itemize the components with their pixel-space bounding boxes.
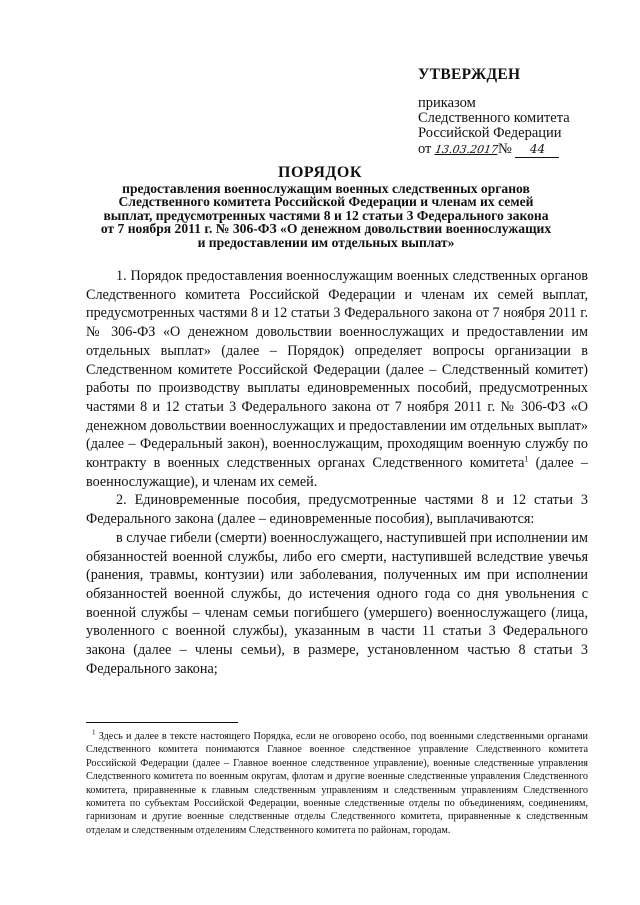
approval-heading: УТВЕРЖДЕН bbox=[418, 66, 521, 83]
footnote-text: Здесь и далее в тексте настоящего Порядка, если не оговорено особо, под военными следственными органами Следственного комитета понимаются Главное военное следственное управление Следственного комитета Российской Федерации (далее – Главное военное следственное управление), военные следственные управления Следственного комитета по военным округам, флотам и другие военные следственные управления Следственного комитета, приравненные к главным следственным управлениям и следственным управлениям Следственного комитета по субъектам Российской Федерации, военные следственные отделы по объединениям, соединениям, гарнизонам и другие военные следственные отделы Следственного комитета, приравненные к следственным отделам и следственным отделениям Следственного комитета по районам, городам. bbox=[86, 731, 588, 836]
approval-from-label: от bbox=[418, 141, 432, 157]
footnote bbox=[86, 730, 588, 837]
approval-line-order: приказом bbox=[418, 95, 476, 111]
paragraph-3: в случае гибели (смерти) военнослужащего, наступившей при исполнении им обязанностей военной службы, либо его смерти, наступившей вследствие увечья (ранения, травмы, контузии) или заболевания, полученных им при исполнении обязанностей военной службы, до истечения одного года со дня увольнения с военной службы – членам семьи погибшего (умершего) военнослужащего (лица, уволенного с военной службы), указанным в части 11 статьи 3 Федерального закона (далее – члены семьи), в размере, установленном частью 8 статьи 3 Федерального закона; bbox=[86, 529, 588, 677]
approval-block bbox=[418, 66, 618, 158]
approval-line-committee: Следственного комитета bbox=[418, 110, 570, 126]
paragraph-1-text-end: (далее – военнослужащие), и членам их семей. bbox=[86, 455, 588, 490]
approval-date-number-line bbox=[418, 141, 618, 158]
footnote-number: 1 bbox=[92, 728, 96, 737]
paragraph-1 bbox=[86, 267, 588, 491]
footnote-separator bbox=[86, 722, 238, 723]
approval-date: 13.03.2017 bbox=[434, 143, 499, 156]
document-body bbox=[86, 267, 588, 678]
document-subtitle: предоставления военнослужащим военных следственных органов Следственного комитета Российской Федерации и членам их семей выплат, предусмотренных частями 8 и 12 статьи 3 Федерального закона от 7 ноября 2011 г. № 306-ФЗ «О денежном довольствии военнослужащих и предоставлении им отдельных выплат» bbox=[100, 181, 552, 250]
footnote-reference: 1 bbox=[524, 454, 529, 464]
approval-number-label: № bbox=[498, 141, 512, 157]
approval-number: 44 bbox=[515, 141, 559, 158]
document-title: ПОРЯДОК bbox=[278, 164, 362, 181]
paragraph-1-text: 1. Порядок предоставления военнослужащим военных следственных органов Следственного комитета Российской Федерации и членам их семей выплат, предусмотренных частями 8 и 12 статьи 3 Федерального закона от 7 ноября 2011 г. № 306-ФЗ «О денежном довольствии военнослужащих и предоставлении им отдельных выплат» (далее – Порядок) определяет вопросы организации в Следственном комитете Российской Федерации (далее – Следственный комитет) работы по производству выплаты единовременных пособий, предусмотренных частями 8 и 12 статьи 3 Федерального закона от 7 ноября 2011 г. № 306-ФЗ «О денежном довольствии военнослужащих и предоставлении им отдельных выплат» (далее – Федеральный закон), военнослужащим, проходящим военную службу по контракту в военных следственных органах Следственного комитета bbox=[86, 268, 588, 472]
paragraph-2: 2. Единовременные пособия, предусмотренные частями 8 и 12 статьи 3 Федерального закона (далее – единовременные пособия), выплачиваются: bbox=[86, 492, 588, 528]
approval-line-federation: Российской Федерации bbox=[418, 125, 562, 141]
